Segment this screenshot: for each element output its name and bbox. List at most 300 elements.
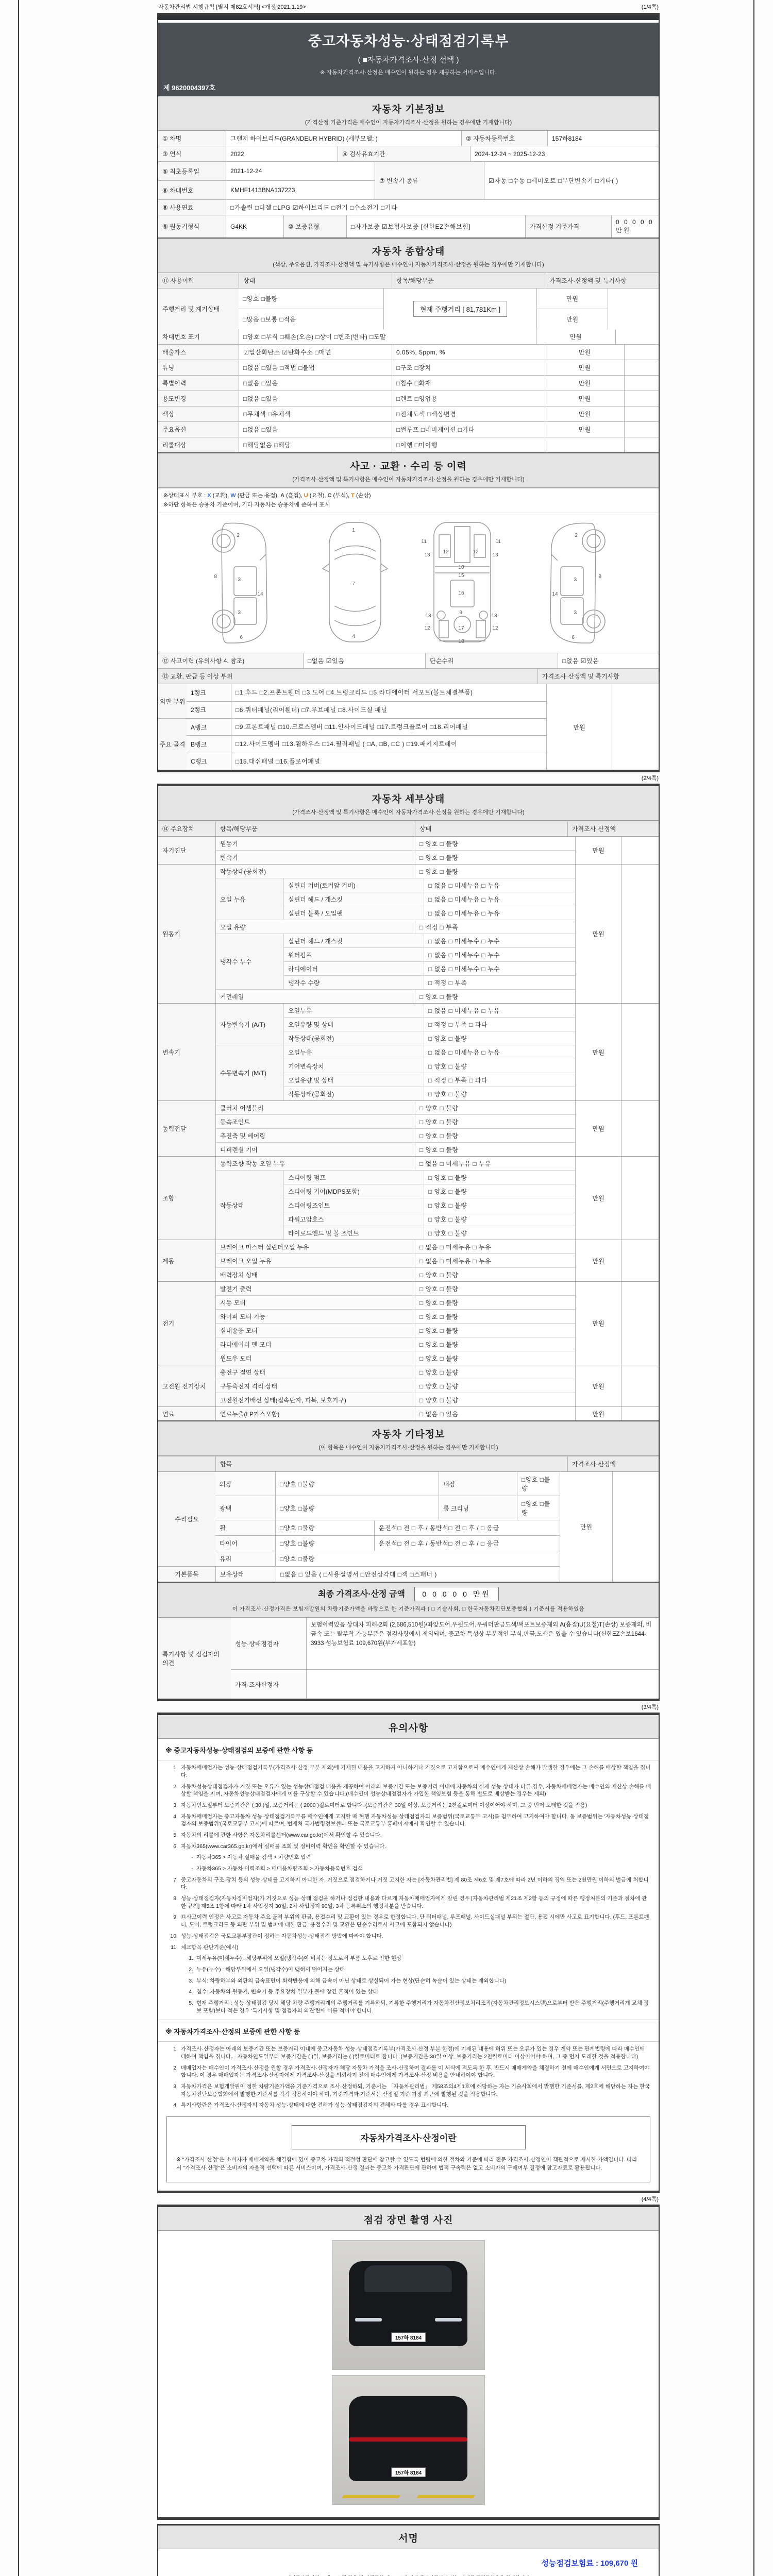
detail-header-item: 항목/해당부품	[215, 821, 415, 836]
overall-row-item: 0.05%, 5ppm, %	[392, 345, 545, 360]
overall-row-label: 리콜대상	[158, 437, 239, 452]
current-mileage-box: 현재 주행거리 [ 81,781Km ]	[413, 301, 507, 317]
car-diagram-right-side	[526, 519, 613, 646]
group-blank	[621, 837, 659, 864]
notice-items-1	[158, 1764, 659, 2014]
notice-item	[165, 1933, 651, 1940]
subgroup-label: 작동상태	[216, 1171, 284, 1240]
state-code-legend	[158, 488, 659, 513]
detail-row-state: □ 양호 □ 불량	[415, 1282, 575, 1295]
detail-header-device: ⑭ 주요장치	[158, 821, 215, 836]
price-survey-select: ( ■자동차가격조사·산정 선택 )	[358, 56, 459, 64]
notice-item	[165, 1913, 651, 1928]
repair-group-label: 수리필요	[158, 1472, 215, 1566]
detail-row-label: 추진축 및 베어링	[216, 1129, 415, 1142]
detail-row-state: □ 양호 □ 불량	[424, 1031, 575, 1045]
detail-row-state: □ 양호 □ 불량	[415, 851, 575, 864]
diagram-number: 13	[424, 552, 430, 558]
overall-row-price: 만원	[545, 376, 624, 391]
label-reg-number: ② 자동차등록번호	[461, 131, 547, 146]
group-price: 만원	[575, 1282, 621, 1365]
detail-row-label: 커먼레일	[216, 990, 415, 1003]
diagram-number: 13	[425, 613, 431, 619]
detail-row-label: 작동상태(공회전)	[216, 865, 415, 878]
detail-row-label: 실내송풍 모터	[216, 1324, 415, 1337]
diagram-number: 17	[458, 625, 464, 632]
performance-insurance-premium: 성능점검보험료 : 109,670 원	[541, 2558, 638, 2568]
detail-row	[216, 865, 575, 878]
detail-row-label: 오일유량 및 상태	[284, 1018, 424, 1031]
inspector-label: 성능·상태점검자	[231, 1618, 306, 1669]
diagram-number: 13	[492, 552, 498, 558]
detail-row-state: □ 적정 □ 부족 □ 과다	[424, 1018, 575, 1031]
price-survey-about-box	[166, 2116, 650, 2182]
detail-row-state: □ 적정 □ 부족 □ 과다	[424, 1073, 575, 1087]
detail-row-state: □ 양호 □ 불량	[415, 990, 575, 1003]
detail-row	[216, 1337, 575, 1351]
detail-group-fuel	[158, 1406, 659, 1420]
detail-row-label: 워터펌프	[284, 948, 424, 961]
overall-header-state: 상태	[239, 273, 392, 288]
notice-item	[165, 2045, 651, 2060]
etc-row-state: □양호 □불량	[275, 1520, 374, 1535]
detail-row	[216, 1309, 575, 1323]
etc-row-state: □없음 □ 있음 ( □사용설명서 □안전삼각대 □잭 □스패너 )	[276, 1567, 560, 1582]
group-price: 만원	[575, 1157, 621, 1240]
detail-row-state: □ 양호 □ 불량	[415, 1379, 575, 1393]
car-headlight-right	[435, 2318, 462, 2321]
signature-band	[158, 2526, 659, 2549]
final-price-value: 0 0 0 0 0 만원	[414, 1587, 498, 1601]
opinion-group-label: 특기사항 및 점검자의 의견	[158, 1618, 231, 1699]
etc-row-state: □양호 □불량	[275, 1536, 374, 1551]
detail-row	[216, 1407, 575, 1420]
detail-group-electric	[158, 1281, 659, 1365]
overall-subtitle: (색상, 주요옵션, 가격조사·산정액 및 특기사항은 매수인이 자동차가격조사·산정을 원하는 경우에만 기재합니다)	[273, 262, 544, 268]
notice-item-number: -	[191, 1854, 193, 1861]
detail-row-state: □ 없음 □ 미세누유 □ 누유	[424, 1045, 575, 1059]
group-label: 원동기	[158, 865, 215, 1003]
legend-part: C	[327, 493, 332, 499]
detail-row-label: 원동기	[216, 837, 415, 850]
document-number: 제 9620004397호	[163, 84, 216, 92]
detail-row-state: □ 양호 □ 불량	[424, 1087, 575, 1100]
diagram-number: 14	[552, 591, 558, 598]
diagram-number: 3	[574, 610, 577, 616]
legend-part: A	[280, 493, 285, 499]
page-number-4: (4/4쪽)	[641, 2196, 659, 2202]
detail-row-label: 실린더 커버(로커암 커버)	[284, 878, 424, 892]
detail-row	[216, 1114, 575, 1128]
detail-row	[216, 1282, 575, 1295]
overall-row-item: □렌트 □영업용	[392, 391, 545, 406]
notice-item-text: ⑫사고이력 인정은 사고로 자동차 주요 골격 부위의 판금, 용접수리 및 교환이 있는 경우로 한정합니다. 단 쿼터패널, 루프패널, 사이드실패널 부위는 절단, 용접 시에만 사고로 표기합니다. (후드, 프론트펜더, 도어, 트렁크리드 등 외판 부위 및 범퍼에 대한 판금, 용접수리 및 교환은 단순수리로서 사고에 포함되지 않습니다)	[181, 1914, 649, 1928]
page1-frame	[157, 13, 660, 772]
diagram-number: 11	[421, 539, 427, 545]
diagram-number: 2	[575, 533, 578, 539]
rankC-items: □15.대쉬패널 □16.플로어패널	[231, 753, 546, 770]
detail-row-state: □ 양호 □ 불량	[415, 1365, 575, 1379]
diagram-number: 11	[495, 539, 501, 545]
diagram-number: 12	[473, 549, 479, 555]
etc-row-state: □양호 □불량	[275, 1551, 560, 1566]
notice-item-number: 6.	[173, 1843, 178, 1850]
detail-row-label: 변속기	[216, 851, 415, 864]
detail-row-label: 등속조인트	[216, 1115, 415, 1128]
detail-row-label: 오일누유	[284, 1004, 424, 1017]
notice-item-number: 8.	[173, 1895, 178, 1902]
legend-part: ※상태표시 부호 :	[163, 493, 208, 499]
notice-item-number: 5.	[189, 1999, 193, 2006]
notice-item-text: 자동차성능상태점검자가 거짓 또는 오류가 있는 성능상태점검 내용을 제공하여 아래의 보증기간 또는 보증거리 이내에 자동차의 실제 성능·상태가 다른 경우, 자동차매매업자는 매수인의 재산상 손해를 배상할 책임을 지며, 자동차성능상태점검자에게 이를 구상할 수 있습니다.(매수인이 성능상태점검자가 가입한 책임보험 등을 통해 별도로 배상받는 경우는 제외)	[181, 1783, 651, 1798]
group-price: 만원	[575, 1101, 621, 1156]
diagram-number: 15	[458, 573, 464, 579]
detail-band	[158, 786, 659, 821]
value-transmission-checkboxes: ☑자동 □수동 □세미오토 □무단변속기 □기타( )	[484, 162, 659, 199]
diagram-number: 6	[572, 635, 575, 641]
notice-item-number: 2.	[189, 1966, 193, 1973]
group-blank	[621, 1365, 659, 1406]
overall-row-state: □없음 □있음	[239, 391, 392, 406]
simple-repair-label: 단순수리	[425, 653, 558, 668]
notice-item-text: 매매업자는 매수인이 가격조사·산정을 원할 경우 가격조사·산정자가 해당 자동차 가격을 조사·산정하여 결과를 이 서식에 적도록 한 후, 반드시 매매계약을 체결하기 전에 매수인에게 서면으로 고지하여야 합니다. 이 경우 매매업자는 가격조사·산정자에게 가격조사·산정을 의뢰하기 전에 매수인에게 가격조사·산정 비용을 안내하여야 합니다.	[181, 2064, 650, 2079]
overall-row	[158, 360, 659, 375]
overall-row-state: □없음 □있음	[239, 422, 392, 437]
overall-row-state: ☑일산화탄소 ☑탄화수소 □매연	[239, 345, 392, 360]
detail-row-state: □ 양호 □ 불량	[415, 1310, 575, 1323]
group-blank	[621, 1101, 659, 1156]
car-outline-right-icon	[526, 519, 613, 646]
accident-history-state: □없음 ☑있음	[303, 653, 425, 668]
detail-group-brake	[158, 1240, 659, 1281]
detail-row-state: □ 양호 □ 불량	[424, 1059, 575, 1073]
etc-row-state: □양호 □불량	[275, 1472, 439, 1496]
notice-item-number: -	[191, 1866, 193, 1872]
notice-subheader-1: ※ 중고자동차성능·상태점검의 보증에 관한 사항 등	[158, 1739, 659, 1760]
overall-row	[158, 437, 659, 452]
group-price: 만원	[575, 1004, 621, 1100]
detail-row	[216, 1295, 575, 1309]
label-base-price: 가격산정 기준가격	[525, 215, 611, 238]
notice-item-text: 자동차365 > 자동차 실매물 검색 > 차량번호 입력	[196, 1854, 311, 1861]
detail-row-state: □ 양호 □ 불량	[424, 1198, 575, 1212]
notice-item-number: 4.	[173, 2102, 178, 2109]
etc-row-state2: □양호 □불량	[517, 1472, 560, 1496]
page-number-2: (2/4쪽)	[641, 775, 659, 782]
etc-header-price: 가격조사·산정액	[567, 1456, 659, 1471]
detail-row-label: 와이퍼 모터 기능	[216, 1310, 415, 1323]
notice-item	[165, 2083, 651, 2098]
mileage-price-2: 만원	[566, 316, 579, 323]
diagram-number: 4	[352, 634, 356, 640]
overall-row-blank	[624, 422, 659, 437]
mileage-state-1: □양호 □불량	[239, 289, 383, 309]
label-vin: ⑥ 차대번호	[158, 181, 226, 199]
overall-row-price: 만원	[545, 422, 624, 437]
notice-item-number: 9.	[173, 1914, 178, 1921]
page-number-1: (1/4쪽)	[641, 4, 659, 10]
etc-row-detail: 운전석□ 전 □ 후 / 동반석□ 전 □ 후 / □ 응급	[374, 1536, 560, 1551]
diagram-number: 2	[237, 533, 240, 539]
label-first-reg-date: ⑤ 최초등록일	[158, 162, 226, 180]
detail-row	[284, 906, 575, 920]
notice-item	[165, 2102, 651, 2109]
page-number-3: (3/4쪽)	[641, 1704, 659, 1711]
page-right-border	[753, 0, 754, 2576]
overall-row-label: 배출가스	[158, 345, 239, 360]
notice-item-text: 자동차가격은 보험개발원이 정한 차량기준가액을 기준가격으로 조사·산정하되, 기준서는 「자동차관리법」 제58조의4제1호에 해당하는 자는 기술사회에서 발행한 기준서를, 제2호에 해당하는 자는 한국자동차진단보증협회에서 발행한 기준서를 각각 적용하여야 하며, 기준가격과 기준서는 산정일 기준 가장 최근에 발행된 것을 적용합니다.	[181, 2083, 650, 2097]
floor-marking-right	[416, 2495, 475, 2498]
legend-part: (교환),	[211, 493, 231, 499]
notice-title: 유의사항	[388, 1723, 429, 1734]
detail-row	[284, 1073, 575, 1087]
notice-item-text: 현재 주행거리 : 성능·상태점검 당시 해당 차량 주행거리계의 주행거리를 기록하되, 기록한 주행거리가 자동차전산정보처리조직(자동차관리정보시스템)으로부터 받은 주행거리(주행거리계 교체 정보 포함)보다 적은 경우 '특기사항 및 점검자의 의견'란에 이를 적어야 합니다.	[196, 1999, 649, 2014]
label-engine-type: ⑨ 원동기형식	[158, 215, 226, 238]
page2-frame	[157, 784, 660, 1701]
detail-row	[216, 1253, 575, 1267]
group-blank	[621, 865, 659, 1003]
exchange-price: 만원	[546, 684, 612, 770]
detail-row-label: 윈도우 모터	[216, 1351, 415, 1365]
about-box-title: 자동차가격조사·산정이란	[292, 2125, 526, 2149]
legend-line-2: ※하단 항목은 승용차 기준이며, 기타 자동차는 승용차에 준하여 표시	[163, 501, 330, 508]
detail-row-state: □ 양호 □ 불량	[415, 1337, 575, 1351]
notice-item-text: 특기사항란은 가격조사·산정자의 자동차 성능·상태에 대한 견해가 성능·상태점검자의 견해와 다를 경우 표시합니다.	[181, 2102, 449, 2109]
form-reference: 자동차관리법 시행규칙 [별지 제82호서식] <개정 2021.1.19>	[158, 4, 306, 10]
detail-row-state: □ 없음 □ 미세누유 □ 누유	[415, 1240, 575, 1253]
detail-row	[216, 1379, 575, 1393]
notice-item-text: 자동차365 > 자동차 이력조회 > 매매용차량조회 > 자동차등록번호 검색	[196, 1866, 363, 1872]
detail-row	[284, 878, 575, 892]
overall-row-item: □전체도색 □색상변경	[392, 406, 545, 421]
detail-row-state: □ 양호 □ 불량	[415, 865, 575, 878]
subgroup-label: 냉각수 누수	[216, 934, 284, 989]
detail-row-state: □ 없음 □ 미세누유 □ 누유	[415, 1254, 575, 1267]
subgroup-oil-leak	[216, 878, 575, 920]
notice-item-text: 자동차매매업자는 성능·상태점검기록부(가격조사·산정 부분 제외)에 기재된 내용을 고지하지 아니하거나 거짓으로 고지함으로써 매수인에게 재산상 손해가 발생한 경우에는 그 손해를 배상할 책임을 집니다.	[181, 1765, 651, 1778]
basic-info-band	[158, 96, 659, 131]
value-model-year: 2022	[226, 146, 338, 161]
notice-item-number: 4.	[189, 1989, 193, 1995]
label-fuel: ⑧ 사용연료	[158, 200, 226, 215]
detail-row-label: 시동 모터	[216, 1296, 415, 1309]
detail-row	[216, 1240, 575, 1253]
value-base-price: 0 0 0 0 0 만원	[611, 215, 659, 238]
etc-row-label2: 내장	[439, 1472, 517, 1496]
panel-group-label: 외판 부위	[158, 684, 187, 718]
diagram-number: 12	[443, 549, 449, 555]
basic-info-table	[158, 131, 659, 238]
detail-row-state: □ 적정 □ 부족	[424, 976, 575, 989]
overall-row-label: 튜닝	[158, 360, 239, 375]
group-price: 만원	[575, 837, 621, 864]
basicitem-group-label: 기본품목	[158, 1567, 215, 1582]
signature-frame	[157, 2524, 660, 2576]
detail-row-label: 라디에이터 팬 모터	[216, 1337, 415, 1351]
detail-row	[284, 1087, 575, 1100]
group-blank	[621, 1240, 659, 1281]
notice-item-number: 3.	[173, 1802, 178, 1808]
notice-item	[181, 1854, 651, 1861]
label-model-year: ③ 연식	[158, 146, 226, 161]
label-transmission: ⑦ 변속기 종류	[375, 162, 484, 199]
rankB-items: □12.사이드멤버 □13.휠하우스 □14.필러패널 ( □A, □B, □C ) □19.패키지트레이	[231, 736, 546, 752]
legend-part: (판금 또는 용접),	[236, 493, 281, 499]
detail-row	[284, 1212, 575, 1226]
etc-row-label: 유리	[215, 1551, 275, 1566]
detail-header-state: 상태	[415, 821, 567, 836]
detail-row-label: 동력조향 작동 오일 누유	[216, 1157, 415, 1170]
header-black-strip	[158, 15, 659, 20]
etc-band	[158, 1420, 659, 1456]
inspection-photo-front	[332, 2240, 485, 2370]
detail-row-state: □ 양호 □ 불량	[415, 1351, 575, 1365]
overall-row-label: 용도변경	[158, 391, 239, 406]
etc-blank	[612, 1472, 659, 1582]
accident-subtitle: (가격조사·산정액 및 특기사항은 매수인이 자동차가격조사·산정을 원하는 경우에만 기재합니다)	[292, 477, 525, 483]
value-warranty-checkboxes: □자가보증 ☑보험사보증 [신한EZ손해보험]	[346, 215, 525, 238]
detail-row	[284, 961, 575, 975]
detail-row-state: □ 양호 □ 불량	[415, 1296, 575, 1309]
diagram-number: 18	[458, 639, 464, 645]
document-header	[158, 23, 659, 96]
detail-row-label: 브레이크 오일 누유	[216, 1254, 415, 1267]
rank2-label: 2랭크	[187, 702, 231, 718]
overall-row-blank	[624, 437, 659, 452]
current-mileage-cell	[383, 289, 536, 329]
value-inspection-period: 2024-12-24 ~ 2025-12-23	[470, 146, 659, 161]
notice-item-text: 성능·상태점검자(자동차정비업자)가 거짓으로 성능·상태 점검을 하거나 점검한 내용과 다르게 자동차매매업자에게 알린 경우 [자동차관리법 제21조 제2항 등의 규정에 따른 행정처분의 기준과 절차에 관한 규칙] 제5조 1항에 따라 1차 사업정지 30일, 2차 사업정지 90일, 3차 등록취소의 행정처분을 받습니다.	[181, 1895, 647, 1909]
legend-part: (흠집),	[284, 493, 304, 499]
detail-row-state: □ 없음 □ 미세누수 □ 누수	[424, 962, 575, 975]
exchange-blank	[612, 684, 659, 770]
notice-item-number: 10.	[170, 1933, 178, 1939]
car-taillight-bar	[349, 2437, 467, 2442]
notice-item-number: 5.	[173, 1832, 178, 1838]
notice-item-text: 체크항목 판단기준(예시)	[181, 1944, 239, 1951]
legend-part: (부식),	[331, 493, 351, 499]
accident-title: 사고 · 교환 · 수리 등 이력	[350, 461, 467, 472]
detail-row	[216, 1351, 575, 1365]
overall-row-blank	[615, 329, 659, 344]
label-warranty-type: ⑩ 보증유형	[283, 215, 346, 238]
detail-group-transmission	[158, 1003, 659, 1100]
detail-row	[284, 975, 575, 989]
overall-row	[158, 344, 659, 360]
notice-item-number: 2.	[173, 2064, 178, 2071]
subgroup-label: 수동변속기 (M/T)	[216, 1045, 284, 1100]
mileage-state-2: □많음 □보통 □적음	[243, 316, 296, 323]
overall-row-label: 주요옵션	[158, 422, 239, 437]
overall-row-blank	[624, 406, 659, 421]
diagram-number: 9	[459, 610, 463, 616]
overall-row-state: □해당없음 □해당	[239, 437, 392, 452]
mileage-group-label: 주행거리 및 계기상태	[158, 289, 239, 329]
rank1-items: □1.후드 □2.프론트휀더 □3.도어 □4.트렁크리드 □5.라디에이터 서포트(볼트체결부품)	[231, 684, 546, 701]
detail-row-label: 스티어링조인트	[284, 1198, 424, 1212]
car-headlight-left	[355, 2318, 382, 2321]
accident-band	[158, 452, 659, 488]
subgroup-mt	[216, 1045, 575, 1100]
detail-row-state: □ 양호 □ 불량	[424, 1184, 575, 1198]
label-inspection-period: ④ 검사유효기간	[338, 146, 470, 161]
etc-price: 만원	[560, 1472, 612, 1582]
value-engine-type: G4KK	[226, 215, 283, 238]
legend-part: W	[230, 493, 236, 499]
about-box-text: ※ "가격조사·산정"은 소비자가 매매계약을 체결함에 있어 중고차 가격의 적절성 판단에 참고할 수 있도록 법령에 의한 절차와 기준에 따라 전문 가격조사·산정인이 객관적으로 제시한 가액입니다. 따라서 "가격조사·산정"은 소비자의 자율적 선택에 따른 서비스이며, 가격조사·산정 결과는 중고차 가격판단에 관하여 법적 구속력은 없고 소비자의 구매여부 결정에 참고자료로 활용됩니다.	[176, 2157, 637, 2172]
notice-item-text: 중고자동차의 구조·장치 등의 성능·상태를 고지하지 아니한 자, 거짓으로 점검하거나 거짓 고지한 자는 [자동차관리법] 제 80조 제6호 및 제7호에 따라 2년 이하의 징역 또는 2천만원 이하의 벌금에 처합니다.	[181, 1876, 649, 1891]
notice-subheader-2: ※ 자동차가격조사·산정의 보증에 관한 사항 등	[158, 2020, 659, 2042]
group-blank	[621, 1157, 659, 1240]
detail-row	[216, 1128, 575, 1142]
footer-notes	[158, 2571, 659, 2576]
frame-group-label: 주요 골격	[158, 719, 187, 770]
legend-part: X	[207, 493, 211, 499]
group-blank	[621, 1004, 659, 1100]
overall-row-item: □구조 □장치	[392, 360, 545, 375]
detail-group-highvoltage	[158, 1365, 659, 1406]
detail-row	[284, 892, 575, 906]
page3-frame	[157, 1713, 660, 2193]
detail-subtitle: (가격조사·산정액 및 특기사항은 매수인이 자동차가격조사·산정을 원하는 경우에만 기재합니다)	[292, 809, 525, 816]
car-front-windshield	[364, 2265, 452, 2292]
etc-row-label: 타이어	[215, 1536, 275, 1551]
signature-title: 서명	[398, 2533, 418, 2544]
notice-item-text: 자동차의 리콜에 관한 사항은 자동차리콜센터(www.car.go.kr)에서 확인할 수 있습니다.	[181, 1832, 382, 1838]
overall-row-price	[545, 437, 624, 452]
detail-row-label: 기어변속장치	[284, 1059, 424, 1073]
rankB-label: B랭크	[187, 736, 231, 752]
mileage-price-1: 만원	[537, 289, 608, 309]
detail-row-label: 오일 유량	[216, 920, 415, 934]
detail-row	[284, 1059, 575, 1073]
notice-item	[165, 1876, 651, 1891]
final-price-note: 이 가격조사·산정가격은 보험개발원의 차량기준가액을 바탕으로 한 기준가격과 ( □ 기술사회, □ 한국자동차진단보증협회 ) 기준서를 적용하였음	[232, 1606, 585, 1613]
notice-item-number: 4.	[173, 1813, 178, 1820]
group-label: 전기	[158, 1282, 215, 1365]
overall-row-item: □침수 □화재	[392, 376, 545, 391]
notice-item-number: 7.	[173, 1876, 178, 1883]
rank2-items: □6.쿼터패널(리어휀더) □7.루브패널 □8.사이드실 패널	[231, 702, 546, 718]
diagram-number: 6	[240, 635, 243, 641]
detail-row-state: □ 양호 □ 불량	[424, 1212, 575, 1226]
detail-row	[216, 1365, 575, 1379]
legend-part: U	[304, 493, 308, 499]
overall-row-item: □썬루프 □네비게이션 □기타	[392, 422, 545, 437]
basic-info-title: 자동차 기본정보	[372, 104, 445, 115]
etc-row-label2: 룸 크리닝	[439, 1496, 517, 1520]
page-left-border	[18, 0, 19, 2576]
mileage-note-blank	[608, 289, 659, 329]
notice-item	[181, 1966, 651, 1974]
detail-row-label: 구동축전지 격리 상태	[216, 1379, 415, 1393]
notice-item-number: 3.	[173, 2083, 178, 2090]
car-diagram-top	[311, 519, 399, 646]
detail-row	[284, 1198, 575, 1212]
group-label: 동력전달	[158, 1101, 215, 1156]
detail-row	[284, 1184, 575, 1198]
detail-row	[216, 850, 575, 864]
diagram-number: 3	[238, 610, 241, 616]
group-label: 조향	[158, 1157, 215, 1240]
detail-row-state: □ 양호 □ 불량	[424, 1226, 575, 1240]
detail-row-state: □ 없음 □ 미세누수 □ 누수	[424, 948, 575, 961]
detail-row-state: □ 양호 □ 불량	[415, 1393, 575, 1406]
detail-row-label: 클러치 어셈블리	[216, 1101, 415, 1114]
notice-item-text: 자동차매매업자는 중고자동차 성능·상태점검기록부를 매수인에게 고지할 때 현행 자동차성능·상태점검자의 보증범위(국토교통부 고시)를 첨부하여 고지하여야 합니다. 동 보증범위는 '자동차성능·상태점검자의 보증범위'(국토교통부 고시)에 따르며, 법제처 국가법령정보센터 또는 국토교통부 홈페이지에서 확인할 수 있습니다.	[181, 1813, 649, 1827]
detail-row	[216, 920, 575, 934]
diagram-number: 12	[492, 625, 498, 632]
